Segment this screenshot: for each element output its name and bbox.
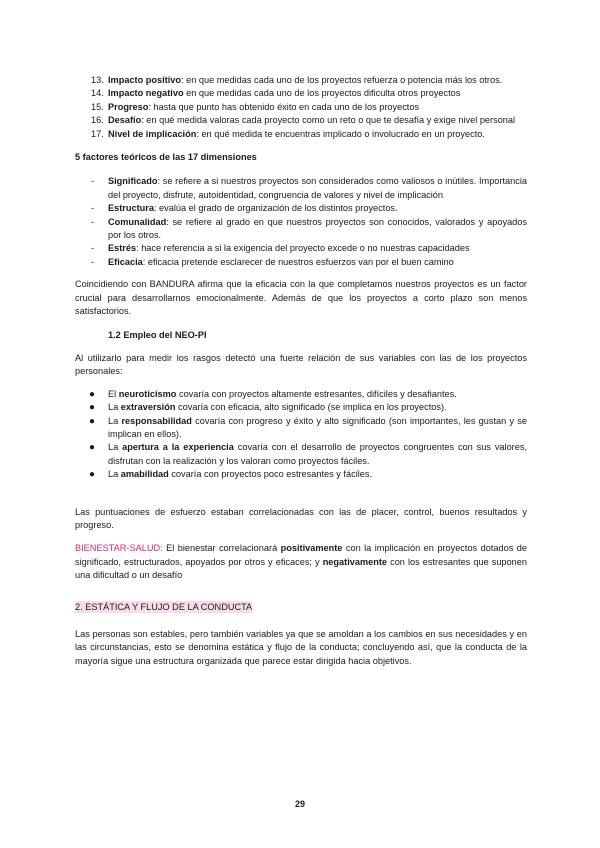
list-item: 17. Nivel de implicación: en qué medida te encuentras implicado o involucrado en un proyecto. (91, 128, 485, 139)
bullet-icon: ● (89, 402, 96, 414)
bullet-icon: ● (89, 442, 96, 454)
page-content (75, 74, 527, 668)
page-number: 29 (294, 799, 305, 809)
factors-list (75, 175, 527, 269)
list-item: - Significado: se refiere a si nuestros proyectos son considerados como valiosos o inútiles. Importancia del proyecto, disfrute, autoidentidad, congruencia de valores y nivel de implicación (91, 176, 527, 200)
subheading-neo-pi: 1.2 Empleo del NEO-PI (108, 329, 207, 340)
list-item: ● El neuroticismo covaría con proyectos altamente estresantes, difíciles y desafiantes. (89, 388, 457, 400)
factors-heading: 5 factores teóricos de las 17 dimensiones (75, 152, 257, 163)
bullet-icon: ● (89, 415, 96, 427)
list-item: 15. Progreso: hasta que punto has obtenido éxito en cada uno de los proyectos (91, 101, 420, 112)
list-item: - Estructura: evalúa el grado de organización de los distintos proyectos. (91, 203, 398, 214)
traits-list (75, 388, 527, 482)
list-item: ● La apertura a la experiencia covaría con el desarrollo de proyectos congruentes con sus valores, disfrutan con la realización y los valoran como proyectos fáciles. (89, 442, 527, 466)
list-item: 16. Desafío: en qué medida valoras cada proyecto como un reto o que te desafía y exige nivel personal (91, 115, 516, 126)
paragraph-neo-pi: Al utilizarlo para medir los rasgos detectó una fuerte relación de sus variables con las de los proyectos personales: (75, 352, 527, 377)
numbered-dimension-list (75, 74, 527, 141)
paragraph-bienestar: BIENESTAR-SALUD: El bienestar correlacionará positivamente con la implicación en proyectos dotados de significado, estructurados, apoyados por otros y eficaces; y negativamente con los estresantes que suponen una dificultad o un desafío (75, 543, 527, 581)
paragraph-bandura: Coincidiendo con BANDURA afirma que la eficacia con la que completamos nuestros proyectos es un factor crucial para desarrollarnos emocionalmente. Además de que los proyectos a corto plazo son menos satisfactorios. (75, 279, 527, 317)
list-item: - Comunalidad: se refiere al grado en que nuestros proyectos son conocidos, valorados y apoyados por los otros. (91, 216, 527, 241)
bullet-icon: ● (89, 469, 96, 481)
list-item: ● La responsabilidad covaría con progreso y éxito y alto significado (son importantes, les gustan y se implican en ellos). (89, 415, 527, 439)
list-item: 13. Impacto positivo: en que medidas cada uno de los proyectos refuerza o potencia más los otros. (91, 75, 503, 85)
bullet-icon: ● (89, 388, 96, 400)
list-item: - Eficacia: eficacia pretende esclarecer de nuestros esfuerzos van por el buen camino (91, 256, 454, 267)
paragraph-section2: Las personas son estables, pero también variables ya que se amoldan a los cambios en sus necesidades y en las circunstancias, esto se denomina estática y flujo de la conducta; concluyendo así, que la conducta de la mayoría sigue una estructura organizada que parece estar dirigida hacia objetivos. (75, 629, 527, 666)
list-item: 14. Impacto negativo en que medidas cada uno de los proyectos dificulta otros proyectos (91, 88, 461, 99)
paragraph-esfuerzo: Las puntuaciones de esfuerzo estaban correlacionadas con las de placer, control, buenos resultados y progreso. (75, 506, 527, 530)
bienestar-label: BIENESTAR-SALUD: (75, 543, 163, 554)
list-item: ● La extraversión covaría con eficacia, alto significado (se implica en los proyectos). (89, 402, 447, 414)
section2-heading: 2. ESTÁTICA Y FLUJO DE LA CONDUCTA (75, 601, 253, 612)
list-item: ● La amabilidad covaría con proyectos poco estresantes y fáciles. (89, 469, 373, 481)
list-item: - Estrés: hace referencia a si la exigencia del proyecto excede o no nuestras capacidades (91, 243, 470, 254)
